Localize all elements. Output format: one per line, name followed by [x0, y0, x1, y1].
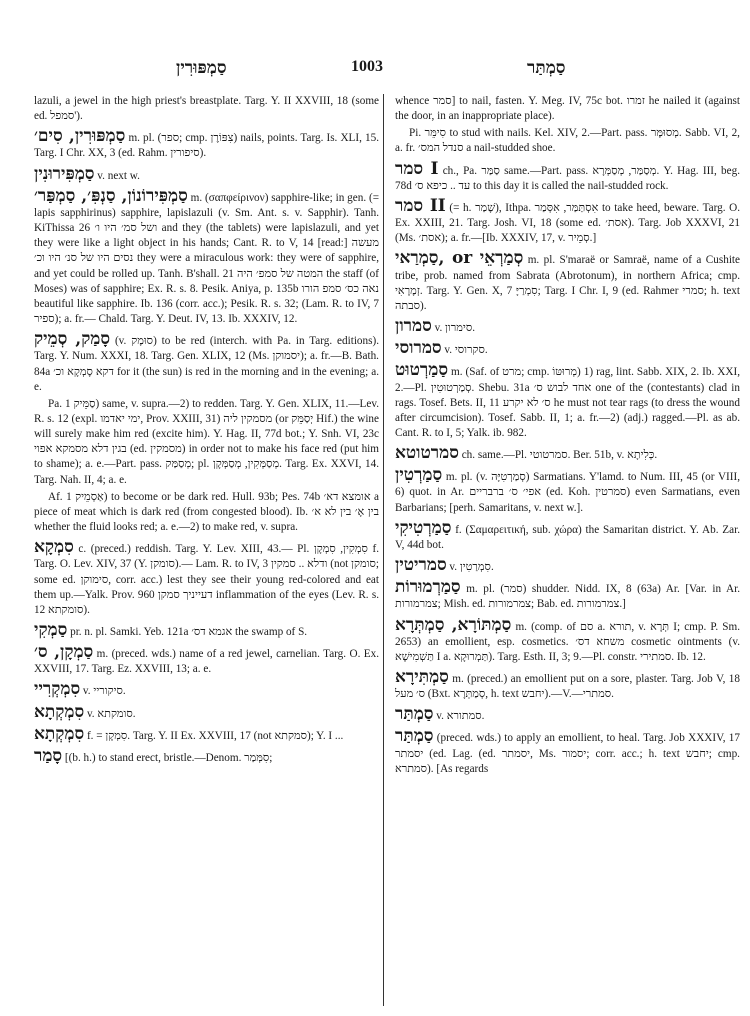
entry-headword: סמר I	[395, 158, 439, 179]
entry-text: m. (preced. wds.) name of a red jewel, carnelian. Targ. O. Ex. XXVIII, 17. Targ. Ez. XXVIII, 13; a. e.	[34, 648, 379, 676]
entry-headword: סמרון	[395, 316, 432, 337]
dictionary-entry	[34, 397, 379, 488]
dictionary-entry	[34, 94, 379, 124]
entry-text: v. סימרון.	[434, 322, 475, 335]
entry-text: whence סמר] to nail, fasten. Y. Meg. IV, 75c bot. זמרו he nailed it (against the door, in an inappropriate place).	[395, 95, 740, 123]
entry-text: m. pl. (ספר; cmp. צִפּוֹרֶן) nails, points. Targ. Is. XLI, 15. Targ. I Chr. XX, 3 (ed. Rahm. סיפורין).	[34, 132, 379, 160]
column-divider	[383, 94, 384, 1006]
entry-text: lazuli, a jewel in the high priest's breastplate. Targ. Y. II XXVIII, 18 (some ed. סמפל').	[34, 95, 379, 123]
dictionary-entry	[395, 465, 740, 515]
dictionary-entry	[395, 196, 740, 246]
dictionary-entry	[395, 704, 740, 724]
dictionary-entry	[395, 615, 740, 665]
entry-headword: סַמַרְטִיקִי	[395, 517, 452, 538]
dictionary-entry	[395, 94, 740, 124]
left-column	[34, 94, 379, 1004]
page-number: 1003	[351, 58, 383, 75]
entry-text: m. (σαπφείρινον) sapphire-like; in gen. (= lapis sapphirinus) sapphire, lapislazuli (v. Sm. Ant. s. v. Sapphir). Tanh. KiThissa 26 ושל סמ׳ היו ו׳ and they (the tablets) were lapislazuli, and yet they were like a light object in his hands; Cant. R. to V, 14 [read:] מעשה נסים היו של סנ׳ היו וכ׳ they were a miraculous work: they were of sapphire, and yet could be rolled up. Tanh. B'shall. 21 המטה של סמפ׳ היה the staff (of Moses) was of sapphire; Ex. R. s. 8. Pesik. Aniya, p. 135b נאה כס׳ סמפ הורו beautiful like sapphire. Ib. 136 (corr. acc.); Pesik. R. s. 32; (Lam. R. to IV, 7 ספיר); a. fr.— Chald. Targ. Y. Deut. IV, 13. Ib. XXXIV, 12.	[34, 191, 379, 326]
dictionary-entry	[395, 316, 740, 336]
header-left-word: סַמְפּוּרִין	[176, 58, 227, 77]
dictionary-entry	[395, 338, 740, 358]
entry-text: m. (comp. of סם a. תורא, v. תְּרָא I; cmp. P. Sm. 2653) an emollient, esp. cosmetics. משחא דס׳ cosmetic ointments (v. תַּשְׁמִישָׁא I a. תַּמְרוּקָא). Targ. Esth. II, 3; 9.—Pl. constr. סמתירי. Ib. 12.	[395, 620, 740, 663]
entry-text: Af. אַסְמֵיק 1) to become or be dark red. Hull. 93b; Pes. 74b אומצא דא׳ a piece of meat which is dark red (from congested blood). Ib. בין אָ׳ בין לא א׳ whether the fluid looks red; a. e.—2) to make red, v. supra.	[34, 490, 379, 534]
entry-headword: סַמְפּוּרִין, סִים׳	[34, 126, 126, 147]
entry-headword: סִמְקְתָא	[34, 723, 85, 744]
entry-text: (preced. wds.) to apply an emollient, to heal. Targ. Job XXXIV, 17 יסמתר (ed. Lag. (ed. יסמתר, Ms. יסמור; corr. acc.; h. text יחבש; cmp. סמתרא). [As regards	[395, 732, 740, 775]
entry-headword: סִמְקְתָא	[34, 701, 85, 722]
header-right-word: סַמְתַּר	[527, 58, 566, 77]
entry-headword: סמר II	[395, 195, 446, 216]
entry-text: ch., Pa. סַמַּר same.—Part. pass. מְסַמַּר, מְסַמְּרָא. Y. Hag. III, beg. 78d עד .. כיפא ס׳ to this day it is called the nail-studded rock.	[395, 164, 740, 192]
dictionary-entry	[395, 518, 740, 553]
dictionary-entry	[34, 746, 379, 766]
entry-headword: סַמְפִּירוֹנוֹן, סַנְפִּ׳, סַמְפַּר׳	[34, 185, 188, 206]
entry-headword: סַמְרַאי, or סְמַרְאֵי	[395, 248, 524, 269]
entry-headword: סמרוסי	[395, 338, 442, 359]
entry-text: c. (preced.) reddish. Targ. Y. Lev. XIII, 43.— Pl. סִמְקִין, סִמְקָן f. Targ. O. Lev. XIV, 37 (Y. סומקן).— Lam. R. to IV, 3 ודלא .. סמקין (not סומקן; some ed. סימוקן, corr. acc.) lest they see their young red-colored and eat them up.—Yalk. Prov. 960 דעייניך סמקן inflammation of the eyes (Lev. R. s. 12 סומקתא).	[34, 543, 379, 616]
dictionary-entry	[34, 642, 379, 677]
entry-headword: סִמְקְרִיי	[34, 679, 81, 700]
entry-headword: סמריטין	[395, 555, 447, 576]
entry-headword: סַמַרְטִין	[395, 465, 443, 486]
entry-headword: סַמַרְמוּרוֹת	[395, 577, 461, 598]
dictionary-entry	[34, 679, 379, 699]
entry-headword: סַמַרְטוּט	[395, 360, 448, 381]
entry-headword: סַמְתַּר	[395, 704, 434, 725]
dictionary-entry	[395, 126, 740, 156]
dictionary-entry	[34, 126, 379, 161]
entry-text: (= h. שָׁמַר), Ithpa. אִסְתַּמַּר, אִסְּמַר to take heed, beware. Targ. O. Ex. XXIII, 21. Targ. Josh. VI, 18 (some ed. אסת׳). Targ. Job XXXVI, 21 (Ms. אסת׳); a. fr.—[Ib. XXXIV, 17, v. סְמֵיר.]	[395, 201, 740, 245]
dictionary-entry	[395, 443, 740, 463]
entry-headword: סַמְקָן, ס׳	[34, 642, 94, 663]
entry-text: Pa. סַמֵּיק 1) same, v. supra.—2) to redden. Targ. Y. Gen. XLIX, 11.—Lev. R. s. 12 (expl. ימי יאדמו, Prov. XXIII, 31) מסמקין ליה (or יְסַמֵּק Hif.) the wine will surely make him red (excite him). Y. Hag. II, 77d bot.; Y. Snh. VI, 23c בגין דלא מסמקא אפוי (ed. מסמקין) in order not to make his face red (put him to shame); a. e.—Part. pass. מְסַמַּק; pl. מְסַמְּקִין, מְסַמְּקָן. Targ. Ex. XXVI, 14. Targ. Nah. II, 4; a. e.	[34, 397, 379, 486]
dictionary-entry	[34, 164, 379, 184]
entry-text: m. pl. S'maraë or Samraë, name of a Cushite tribe, prob. named from Sabrata (Abrotonum), in northern Africa; cmp. זְמָרָאִי. Targ. Y. Gen. X, 7 סִמְרַיָּ; Targ. I Chr. I, 9 (ed. Rahmer סמרי; h. text סבתה).	[395, 254, 740, 312]
entry-headword: סַמְפִּירוּנִין	[34, 163, 95, 184]
dictionary-entry	[34, 186, 379, 327]
entry-text: Pi. סִימֵּר to stud with nails. Kel. XIV, 2.—Part. pass. מְסוּמָּר. Sabb. VI, 2, a. fr. סנדל המס׳ a nail-studded shoe.	[395, 127, 740, 155]
entry-headword: סַמְתּוֹרָא, סַמְתְּרָא	[395, 614, 512, 635]
entry-headword: סַמְקִי	[34, 620, 68, 640]
entry-text: m. (preced.) an emollient put on a sore, plaster. Targ. Job V, 18 ס׳ מעל (Bxt. סְמַתְּרָא, h. text יחבש).—V.—סמתרי.	[395, 673, 740, 701]
dictionary-entry	[395, 555, 740, 575]
dictionary-entry	[395, 360, 740, 441]
dictionary-entry	[34, 490, 379, 535]
entry-text: v. סִמְרַטִין.	[449, 561, 494, 574]
entry-text: [(b. h.) to stand erect, bristle.—Denom. סִמְּמַר;	[64, 751, 273, 764]
dictionary-entry	[34, 702, 379, 722]
dictionary-entry	[395, 248, 740, 314]
entry-headword: סָמַק, סְמֵיק	[34, 329, 111, 350]
dictionary-entry	[395, 726, 740, 776]
dictionary-entry	[34, 329, 379, 395]
entry-text: m. pl. (v. סְמַרְטִיָּה) Sarmatians. Y'lamd. to Num. III, 45 (or VIII, 6) quot. in Ar. אפי׳ ס׳ ברבריים (ed. Koh. סמרטין) even Sarmatians, even Barbarians; [perh. Samaritans, v. next w.].	[395, 471, 740, 514]
entry-text: f. (Σαμαρειτική, sub. χώρα) the Samaritan district. Y. Ab. Zar. V, 44d bot.	[395, 523, 740, 551]
entry-headword: סָמַר	[34, 745, 63, 766]
dictionary-entry	[34, 537, 379, 618]
dictionary-entry	[395, 667, 740, 702]
entry-text: m. pl. (סמר) shudder. Nidd. IX, 8 (63a) Ar. [Var. in Ar. צמרמורות; Mish. ed. צמרמורות; Bab. ed. צמרמורות.]	[395, 583, 740, 611]
entry-text: m. (Saf. of מרט; cmp. מְרוּטּוֹ) 1) rag, lint. Sabb. XIX, 2. Ib. XXI, 2.—Pl. סְמַרְטוּטִין. Shebu. 31a אחד לבוש ס׳ one of the (contestants) clad in rags. Tosef. Bets. II, 11 ס׳ לא יקרע he must not tear rags (to dress the wound after circumcision). Tosef. Sabb. II, 1; a. fr.—2) (adj.) ragged.—Pl. as ab. Cant. R. to I, 5; Yalk. ib. 982.	[395, 366, 740, 439]
entry-headword: סִמְקָא	[34, 537, 74, 558]
running-header	[0, 58, 750, 84]
right-column	[395, 94, 740, 1004]
entry-text: v. סומקתא.	[86, 707, 136, 720]
entry-headword: סַמְתִּירָא	[395, 667, 449, 687]
entry-text: v. סיקוריי.	[82, 685, 126, 698]
dictionary-entry	[395, 159, 740, 194]
entry-text: v. next w.	[97, 169, 140, 182]
entry-text: ch. same.—Pl. סמרטוטי. Ber. 51b, v. כְּלִיתָא.	[461, 449, 658, 462]
dictionary-entry	[34, 620, 379, 640]
entry-text: f. = סִמְקָן. Targ. Y. II Ex. XXVIII, 17 (not סמקתא); Y. I ...	[86, 729, 344, 742]
entry-text: v. סקרוסי.	[444, 344, 488, 357]
dictionary-entry	[395, 577, 740, 612]
entry-headword: סַמְתַּר	[395, 726, 434, 747]
entry-text: (v. סוּמָק) to be red (interch. with Pa. in Targ. editions). Targ. Y. Num. XXXI, 18. Targ. Gen. XLIX, 12 (Ms. יסמוקן); a. fr.—B. Bath. 84a דקא סָמְקָא וכ׳ for it (the sun) is red in the morning and in the evening; a. e.	[34, 335, 379, 393]
dictionary-entry	[34, 724, 379, 744]
entry-headword: סמרטוטא	[395, 443, 459, 464]
entry-text: pr. n. pl. Samki. Yeb. 121a אגמא דס׳ the swamp of S.	[70, 626, 308, 638]
entry-text: v. סמתורא.	[436, 710, 485, 723]
